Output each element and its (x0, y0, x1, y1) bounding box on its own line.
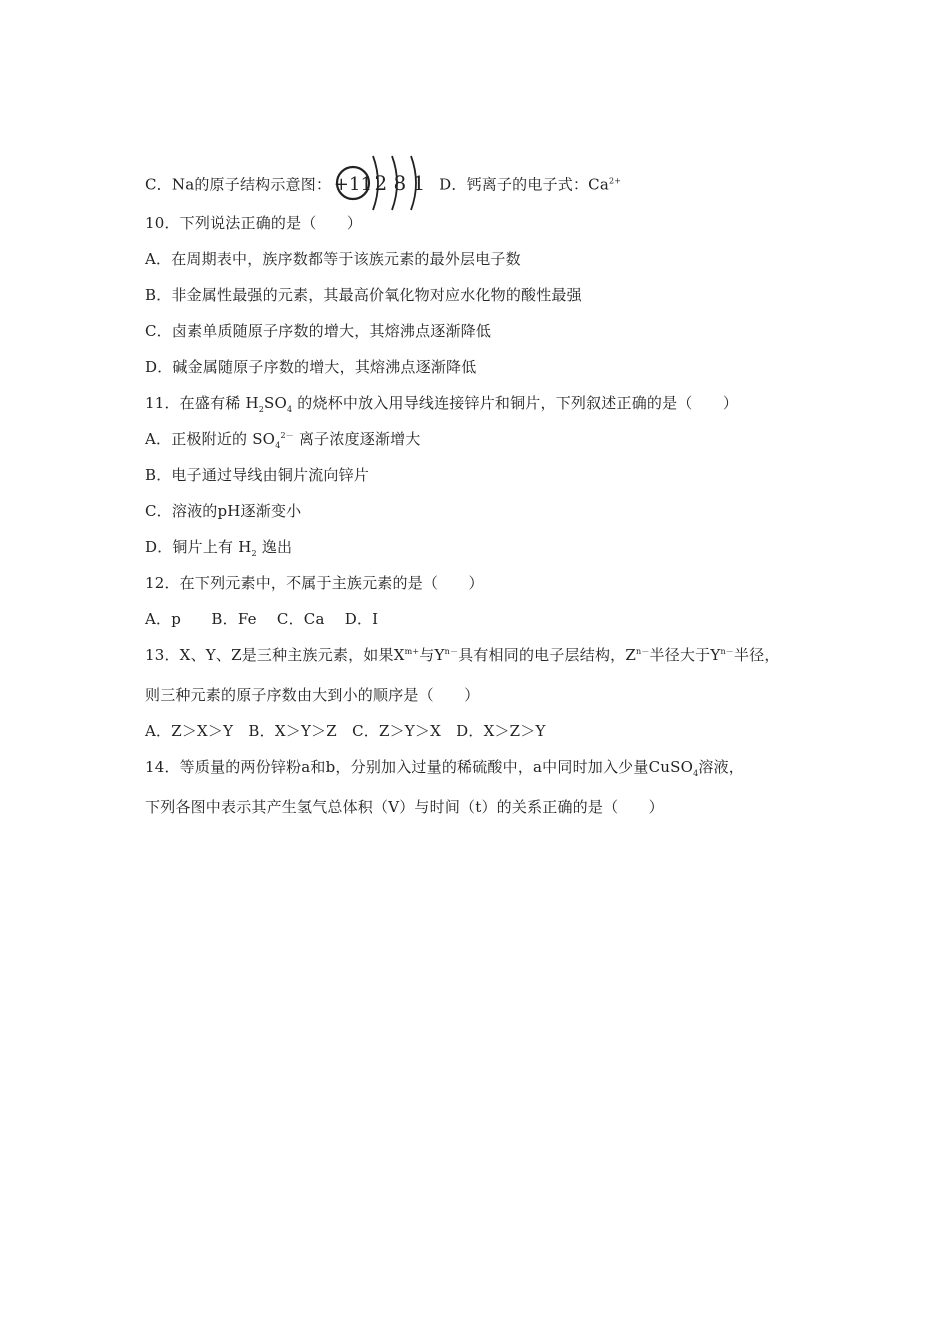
question-11-option-d (145, 537, 292, 557)
q11-stem-part: 的烧杯中放入用导线连接锌片和铜片，下列叙述正确的是（ ） (292, 394, 739, 412)
question-10-option-c: C．卤素单质随原子序数的增大，其熔沸点逐渐降低 (145, 322, 492, 340)
q11-d-subscript: 2 (251, 549, 257, 558)
q11-subscript: 4 (287, 405, 293, 414)
nucleus-charge: +11 (335, 174, 373, 195)
question-14-stem-line-1 (145, 757, 744, 777)
question-10-option-d: D．碱金属随原子序数的增大，其熔沸点逐渐降低 (145, 358, 477, 376)
question-12-stem: 12．在下列元素中，不属于主族元素的是（ ） (145, 574, 484, 592)
shell-3-electrons: 1 (412, 171, 426, 195)
q11-d-part: 逸出 (256, 538, 293, 556)
q13-part: 半径， (734, 646, 780, 664)
q13-superscript: n－ (635, 647, 650, 656)
q14-subscript: 4 (693, 769, 699, 778)
q11-a-superscript: 2－ (280, 431, 294, 440)
question-13-options: A．Z＞X＞Y B．X＞Y＞Z C．Z＞Y＞X D．X＞Z＞Y (145, 722, 546, 740)
option-c-text: C．Na的原子结构示意图： (145, 175, 332, 194)
q11-d-part: D．铜片上有 H (145, 538, 252, 556)
question-9-options-cd (145, 150, 621, 221)
calcium-charge: 2+ (609, 176, 622, 186)
q11-a-subscript: 4 (275, 441, 281, 450)
q11-a-part: 离子浓度逐渐增大 (293, 430, 421, 448)
shell-2-electrons: 8 (393, 171, 407, 195)
question-10-stem: 10．下列说法正确的是（ ） (145, 214, 363, 232)
q11-a-part: A．正极附近的 SO (145, 430, 276, 448)
q14-part: 溶液， (698, 758, 744, 776)
question-14-stem-line-2: 下列各图中表示其产生氢气总体积（V）与时间（t）的关系正确的是（ ） (145, 798, 664, 816)
question-11-option-b: B．电子通过导线由铜片流向锌片 (145, 466, 370, 484)
shell-1-electrons: 2 (374, 171, 388, 195)
q13-superscript: m+ (404, 647, 420, 656)
question-13-stem-line-1 (145, 645, 780, 665)
q13-part: 半径大于Y (649, 646, 721, 664)
sodium-atom-structure-diagram (335, 150, 435, 221)
q13-part: 与Y (419, 646, 445, 664)
q11-stem-part: 11．在盛有稀 H (145, 394, 259, 412)
q13-part: 13．X、Y、Z是三种主族元素，如果X (145, 646, 405, 664)
option-d-text: D．钙离子的电子式：Ca (439, 175, 610, 194)
question-10-option-a: A．在周期表中，族序数都等于该族元素的最外层电子数 (145, 250, 521, 268)
q14-part: 14．等质量的两份锌粉a和b，分别加入过量的稀硫酸中，a中同时加入少量CuSO (145, 758, 694, 776)
q11-subscript: 2 (258, 405, 265, 414)
question-13-stem-line-2: 则三种元素的原子序数由大到小的顺序是（ ） (145, 686, 480, 704)
q13-superscript: n－ (720, 647, 735, 656)
question-11-option-a (145, 429, 421, 449)
question-11-option-c: C．溶液的pH逐渐变小 (145, 502, 302, 520)
question-10-option-b: B．非金属性最强的元素，其最高价氧化物对应水化物的酸性最强 (145, 286, 582, 304)
q13-part: 具有相同的电子层结构，Z (458, 646, 636, 664)
question-11-stem (145, 393, 738, 413)
q13-superscript: n－ (444, 647, 459, 656)
q11-stem-part: SO (264, 394, 288, 412)
question-12-options: A．p B．Fe C．Ca D．I (145, 610, 379, 628)
